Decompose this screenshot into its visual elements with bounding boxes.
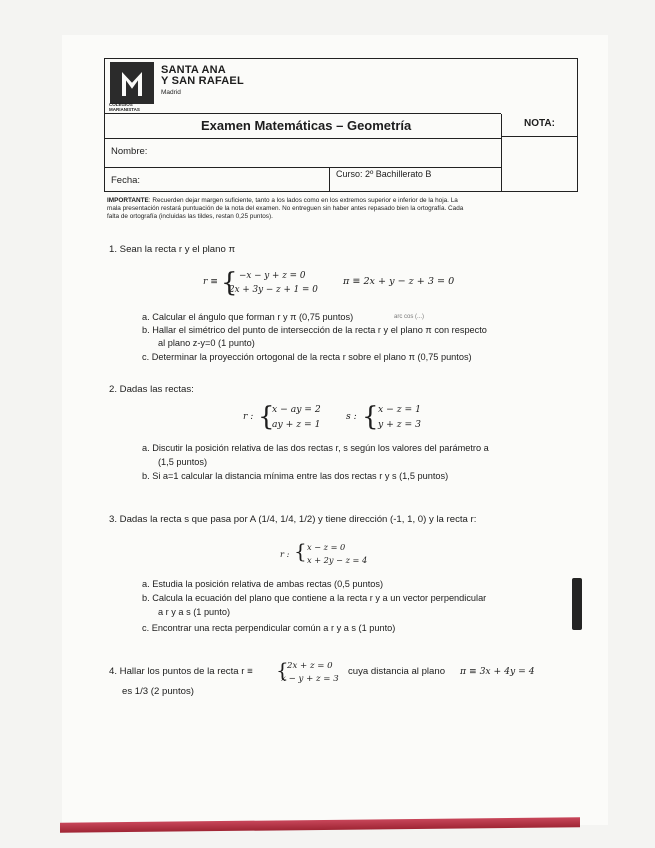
nota-box: [501, 114, 578, 191]
curso-label: Curso: 2º Bachillerato B: [336, 169, 432, 179]
notice-text1: : Recuerden dejar margen suficiente, tanto a los lados como en los extremos superior e inferior de la hoja. La: [148, 197, 458, 204]
school-name-line2: Y SAN RAFAEL: [161, 75, 244, 87]
q2-s-eq2: y + z = 3: [378, 419, 421, 430]
q2-r-brace: {: [258, 402, 275, 432]
exam-title: Examen Matemáticas – Geometría: [201, 118, 412, 133]
q1-r-eq1: −x − y + z = 0: [239, 271, 306, 281]
q4-r-eq1: 2x + z = 0: [287, 661, 333, 671]
notice-bold: IMPORTANTE: [107, 197, 149, 204]
q3-part-b-line2: a r y a s (1 punto): [158, 607, 231, 617]
q2-part-a-line1: a. Discutir la posición relativa de las dos rectas r, s según los valores del parámetro a: [142, 443, 489, 453]
notice-line2: mala presentación restará puntuación de la nota del examen. No entreguen sin haber antes repasado bien la ortografía. Cada: [107, 205, 464, 212]
exam-header: [104, 58, 578, 192]
school-city: Madrid: [161, 89, 181, 96]
q4-brace: {: [276, 658, 289, 682]
q1-part-b-line2: al plano z-y=0 (1 punto): [158, 338, 255, 348]
q1-part-b-line1: b. Hallar el simétrico del punto de intersección de la recta r y el plano π con respecto: [142, 325, 487, 335]
logo-sub-line1: COLEGIOS: [109, 102, 133, 107]
curso-divider: [329, 167, 330, 191]
q3-part-c: c. Encontrar una recta perpendicular común a r y a s (1 punto): [142, 623, 396, 633]
q4-statement-start: 4. Hallar los puntos de la recta r ≡: [109, 666, 253, 677]
q3-part-a: a. Estudia la posición relativa de ambas rectas (0,5 puntos): [142, 579, 384, 589]
q2-s-label: s :: [346, 411, 357, 422]
q2-part-a-line2: (1,5 puntos): [158, 457, 208, 467]
q2-s-brace: {: [362, 402, 379, 432]
q2-s-eq1: x − z = 1: [378, 404, 421, 415]
q3-part-b-line1: b. Calcula la ecuación del plano que contiene a la recta r y a un vector perpendicular: [142, 593, 487, 603]
q2-statement: 2. Dadas las rectas:: [109, 384, 194, 395]
q2-r-label: r :: [243, 411, 254, 422]
q2-r-eq1: x − ay = 2: [272, 404, 321, 415]
q1-part-a: a. Calcular el ángulo que forman r y π (0,75 puntos): [142, 312, 354, 322]
logo-sub-line2: MARIANISTAS: [109, 106, 140, 112]
q1-statement: 1. Sean la recta r y el plano π: [109, 244, 236, 255]
school-name-line1: SANTA ANA: [161, 64, 226, 76]
q3-statement: 3. Dadas la recta s que pasa por A (1/4, 1/4, 1/2) y tiene dirección (-1, 1, 0) y la recta r:: [109, 514, 477, 525]
title-row: [105, 114, 501, 139]
nombre-row: [105, 139, 501, 168]
q2-r-eq2: ay + z = 1: [272, 419, 321, 430]
q4-statement-end: es 1/3 (2 puntos): [122, 686, 194, 697]
q2-part-b: b. Si a=1 calcular la distancia mínima entre las dos rectas r y s (1,5 puntos): [142, 471, 449, 481]
nombre-label: Nombre:: [111, 146, 148, 157]
nota-divider: [501, 136, 577, 137]
q3-r-label: r :: [280, 549, 290, 559]
q1-r-eq2: 2x + 3y − z + 1 = 0: [229, 285, 318, 295]
q4-plane-eq: π ≡ 3x + 4y = 4: [460, 666, 535, 677]
q1-plane-eq: π ≡ 2x + y − z + 3 = 0: [343, 276, 455, 287]
q4-statement-middle: cuya distancia al plano: [348, 666, 446, 677]
q3-r-eq1: x − z = 0: [307, 542, 346, 552]
logo-area: [105, 59, 501, 114]
nota-label: NOTA:: [524, 118, 555, 129]
q3-brace: {: [294, 539, 307, 563]
q3-r-eq2: x + 2y − z = 4: [307, 555, 368, 565]
binder-tab: [572, 578, 582, 630]
q4-r-eq2: x − y + z = 3: [281, 674, 339, 684]
notice-line3: falta de ortografía (incluidas las tildes, restan 0,25 puntos).: [107, 213, 273, 220]
q1-brace: {: [221, 268, 238, 298]
q1-r-label: r ≡: [203, 276, 219, 287]
logo-subtitle: [109, 103, 140, 112]
fecha-label: Fecha:: [111, 175, 141, 186]
school-name: [161, 65, 244, 87]
school-logo-icon: [110, 62, 154, 104]
q1-handwritten-note: arc cos (...): [394, 314, 425, 320]
q1-part-c: c. Determinar la proyección ortogonal de la recta r sobre el plano π (0,75 puntos): [142, 352, 472, 362]
notice-line1: [107, 197, 458, 205]
